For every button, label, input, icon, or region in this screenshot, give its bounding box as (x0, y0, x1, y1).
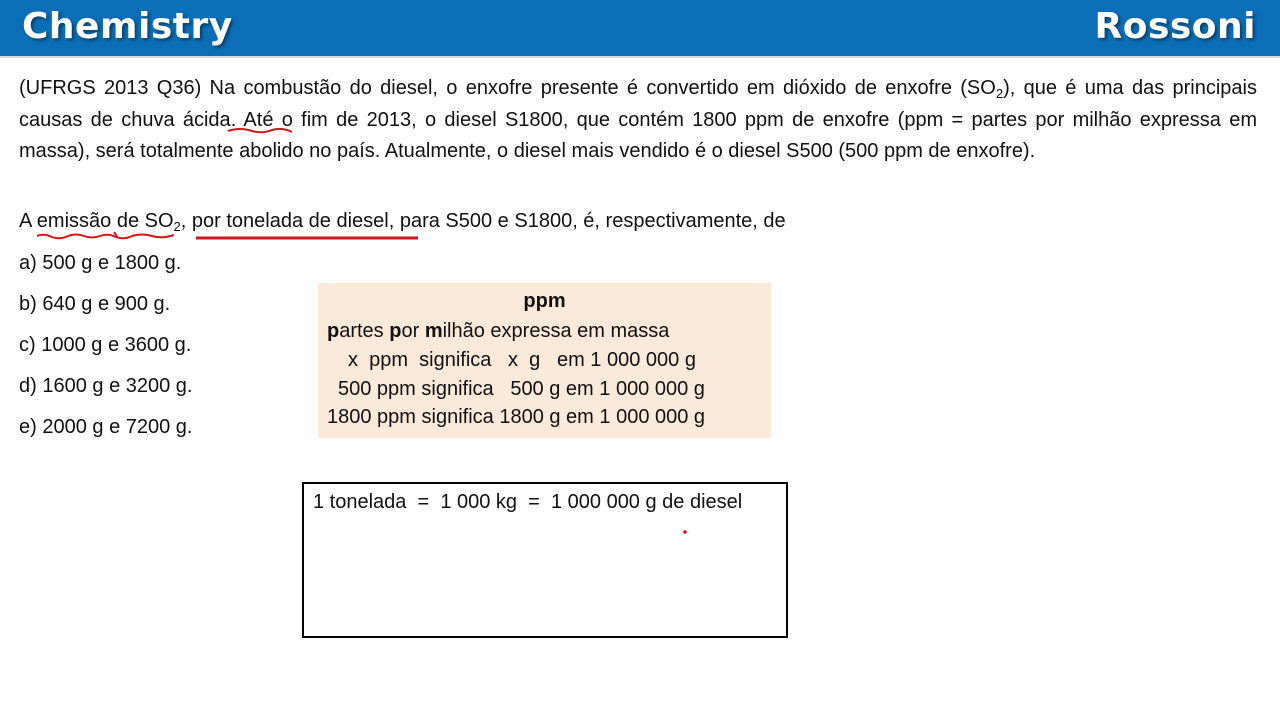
ppm-title: ppm (523, 290, 566, 312)
answer-option: d) 1600 g e 3200 g. (19, 375, 193, 397)
slide-header (0, 0, 1280, 58)
answer-options (19, 248, 192, 453)
ppm-definition-box (318, 283, 771, 438)
definition-text: or (401, 320, 425, 342)
question-text (19, 73, 1257, 168)
ppm-line: 500 ppm significa 500 g em 1 000 000 g (338, 378, 705, 400)
slide-title: Chemistry (22, 6, 233, 47)
prompt-highlight: emissão de SO (36, 210, 174, 232)
tonelada-conversion: 1 tonelada = 1 000 kg = 1 000 000 g de diesel (313, 491, 743, 513)
ppm-definition (327, 320, 669, 343)
answer-option: c) 1000 g e 3600 g. (19, 334, 192, 356)
question-prompt (19, 206, 1019, 237)
definition-text: ilhão expressa em massa (442, 320, 670, 342)
definition-initial: m (424, 320, 443, 342)
prompt-part: , (180, 210, 192, 232)
answer-option: a) 500 g e 1800 g. (19, 252, 182, 274)
prompt-highlight: por tonelada de diesel (191, 210, 389, 232)
calculation-box (302, 482, 788, 638)
definition-text: artes (339, 320, 390, 342)
answer-option: b) 640 g e 900 g. (19, 293, 171, 315)
subscript: 2 (173, 219, 181, 234)
subscript: 2 (995, 86, 1004, 101)
definition-initial: p (327, 320, 340, 342)
definition-initial: p (389, 320, 402, 342)
prompt-part: A (19, 210, 37, 232)
annotated-term: chuva ácida (121, 108, 231, 131)
question-part: . Até o fim de 2013, o diesel S1800, que contém 1800 ppm de enxofre (ppm = partes por milhão expressa em massa), será totalmente abolido no país. Atualmente, o diesel mais vendido é o diesel S500 (500 ppm de enxofre). (19, 108, 1258, 162)
slide-author: Rossoni (1094, 6, 1256, 47)
ppm-line: 1800 ppm significa 1800 g em 1 000 000 g (327, 406, 706, 428)
question-part: (UFRGS 2013 Q36) Na combustão do diesel, o enxofre presente é convertido em dióxido de enxofre (SO (19, 77, 996, 99)
ppm-line: x ppm significa x g em 1 000 000 g (348, 349, 696, 371)
prompt-part: , para S500 e S1800, é, respectivamente, de (388, 210, 786, 232)
answer-option: e) 2000 g e 7200 g. (19, 416, 193, 438)
question-part: ), que é uma das principais causas de (19, 77, 1257, 131)
